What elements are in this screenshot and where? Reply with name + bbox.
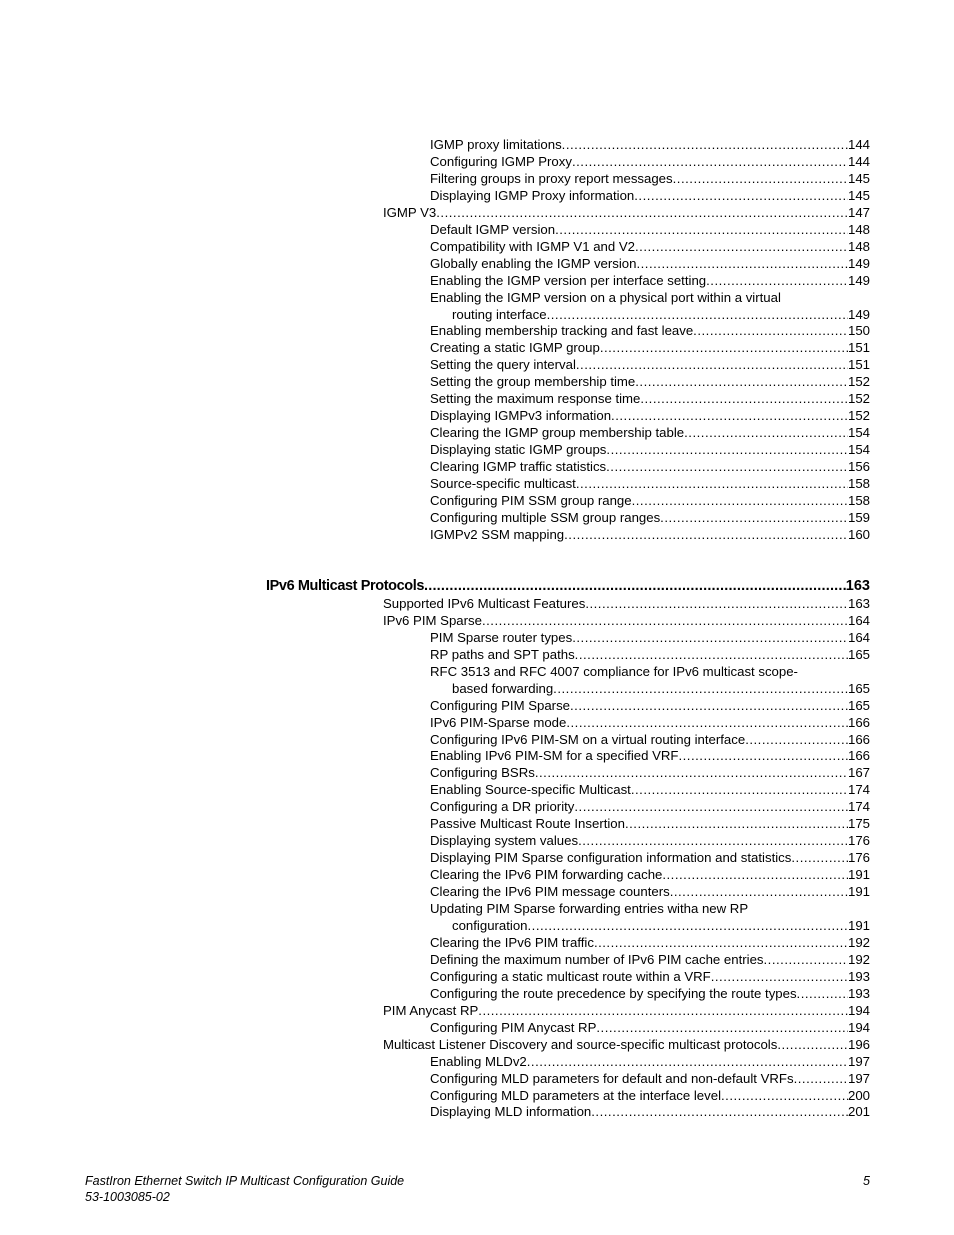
toc-entry[interactable] xyxy=(430,340,870,357)
toc-entry[interactable] xyxy=(430,323,870,340)
toc-entry-title: Enabling MLDv2 xyxy=(430,1053,527,1069)
toc-entry[interactable] xyxy=(383,1003,870,1020)
toc-page-number: 148 xyxy=(847,238,870,254)
dot-leader xyxy=(547,307,848,324)
toc-entry-title: Passive Multicast Route Insertion xyxy=(430,816,625,832)
dot-leader xyxy=(721,1088,848,1105)
dot-leader xyxy=(673,171,848,188)
toc-page-number: 191 xyxy=(847,884,870,900)
toc-page-number: 154 xyxy=(847,442,870,458)
toc-entry[interactable] xyxy=(430,425,870,442)
toc-entry[interactable] xyxy=(430,290,870,324)
toc-page-number: 156 xyxy=(847,459,870,475)
dot-leader xyxy=(660,510,848,527)
dot-leader xyxy=(576,357,848,374)
toc-entry[interactable] xyxy=(383,205,870,222)
footer-document-number: 53-1003085-02 xyxy=(85,1189,170,1204)
toc-entry-title: Setting the maximum response time xyxy=(430,391,641,407)
toc-entry-title: Configuring IPv6 PIM-SM on a virtual routing interface xyxy=(430,731,746,747)
toc-page-number: 174 xyxy=(847,782,870,798)
toc-page-number: 152 xyxy=(847,391,870,407)
dot-leader xyxy=(436,205,848,222)
toc-entry-title: IPv6 PIM-Sparse mode xyxy=(430,714,567,730)
toc-page-number: 165 xyxy=(847,697,870,713)
toc-page-number: 166 xyxy=(847,714,870,730)
toc-entry-title: Configuring BSRs xyxy=(430,765,535,781)
toc-entry[interactable] xyxy=(430,630,870,647)
toc-entry-title: Configuring MLD parameters at the interface level xyxy=(430,1087,722,1103)
toc-entry[interactable] xyxy=(430,698,870,715)
toc-entry[interactable] xyxy=(430,850,870,867)
toc-entry-title: Displaying IGMPv3 information xyxy=(430,408,612,424)
dot-leader xyxy=(797,986,848,1003)
toc-entry[interactable] xyxy=(430,1088,870,1105)
toc-entry[interactable] xyxy=(430,357,870,374)
dot-leader xyxy=(576,476,848,493)
toc-entry-title: Configuring PIM SSM group range xyxy=(430,493,632,509)
toc-entry-title: Creating a static IGMP group xyxy=(430,340,600,356)
toc-page-number: 194 xyxy=(847,1019,870,1035)
toc-entry[interactable] xyxy=(430,188,870,205)
toc-entry-title: RFC 3513 and RFC 4007 compliance for IPv6 multicast scope- xyxy=(430,663,798,679)
toc-page-number: 148 xyxy=(847,221,870,237)
toc-entry-title: Displaying system values xyxy=(430,833,579,849)
dot-leader xyxy=(585,596,848,613)
toc-entry[interactable] xyxy=(430,391,870,408)
footer-page-number: 5 xyxy=(863,1174,870,1188)
toc-page-number: 158 xyxy=(847,493,870,509)
toc-entry[interactable] xyxy=(430,732,870,749)
toc-entry-title: RP paths and SPT paths xyxy=(430,646,575,662)
toc-entry-title: Clearing the IPv6 PIM message counters xyxy=(430,884,670,900)
toc-entry-title: Configuring a DR priority xyxy=(430,799,575,815)
dot-leader xyxy=(596,1020,848,1037)
toc-entry[interactable] xyxy=(430,647,870,664)
toc-entry-title: Filtering groups in proxy report messages xyxy=(430,170,673,186)
toc-page-number: 151 xyxy=(847,357,870,373)
toc-entry[interactable] xyxy=(430,935,870,952)
dot-leader xyxy=(528,918,848,935)
toc-page-number: 194 xyxy=(847,1002,870,1018)
dot-leader xyxy=(527,1054,848,1071)
toc-entry[interactable] xyxy=(430,884,870,901)
chapter-title: IPv6 Multicast Protocols xyxy=(266,577,424,594)
toc-entry-title: Source-specific multicast xyxy=(430,476,576,492)
toc-entry-title: Updating PIM Sparse forwarding entries witha new RP xyxy=(430,901,749,917)
toc-page-number: 167 xyxy=(847,765,870,781)
toc-entry-title: Clearing IGMP traffic statistics xyxy=(430,459,607,475)
dot-leader xyxy=(693,323,848,340)
toc-entry[interactable] xyxy=(430,816,870,833)
toc-page-number: 191 xyxy=(847,867,870,883)
toc-entry-title: Displaying PIM Sparse configuration information and statistics xyxy=(430,850,792,866)
toc-entry-title: Configuring IGMP Proxy xyxy=(430,153,572,169)
toc-entry-title: Setting the group membership time xyxy=(430,374,636,390)
dot-leader xyxy=(625,816,848,833)
toc-entry-title: Compatibility with IGMP V1 and V2 xyxy=(430,238,635,254)
dot-leader xyxy=(711,969,848,986)
toc-page-number: 149 xyxy=(847,306,870,322)
toc-page-number: 147 xyxy=(847,204,870,220)
toc-entry-title: Enabling the IGMP version per interface setting xyxy=(430,272,707,288)
toc-section-ipv6-multicast xyxy=(0,596,954,1122)
toc-entry-title: Setting the query interval xyxy=(430,357,576,373)
toc-page-number: 166 xyxy=(847,748,870,764)
toc-entry[interactable] xyxy=(430,273,870,290)
dot-leader xyxy=(635,239,848,256)
toc-page-number: 193 xyxy=(847,985,870,1001)
dot-leader xyxy=(594,935,848,952)
toc-entry[interactable] xyxy=(430,510,870,527)
dot-leader xyxy=(562,137,848,154)
toc-entry[interactable] xyxy=(430,408,870,425)
table-of-contents xyxy=(0,137,954,1121)
toc-entry-title: Enabling membership tracking and fast leave xyxy=(430,323,694,339)
dot-leader xyxy=(606,459,848,476)
toc-entry-title: Multicast Listener Discovery and source-specific multicast protocols xyxy=(383,1036,778,1052)
toc-page-number: 160 xyxy=(847,526,870,542)
dot-leader xyxy=(600,340,848,357)
chapter-page-number: 163 xyxy=(845,577,870,594)
dot-leader xyxy=(578,833,848,850)
toc-page-number: 163 xyxy=(847,595,870,611)
toc-entry[interactable] xyxy=(430,374,870,391)
toc-entry[interactable] xyxy=(430,867,870,884)
toc-page-number: 152 xyxy=(847,374,870,390)
toc-entry[interactable] xyxy=(430,459,870,476)
toc-page-number: 196 xyxy=(847,1036,870,1052)
toc-entry-title: Displaying static IGMP groups xyxy=(430,442,607,458)
toc-entry[interactable] xyxy=(430,154,870,171)
toc-entry-title-continuation: based forwarding xyxy=(452,680,554,696)
dot-leader xyxy=(482,613,848,630)
toc-entry[interactable] xyxy=(430,442,870,459)
toc-entry[interactable] xyxy=(430,527,870,544)
dot-leader xyxy=(591,1104,848,1121)
toc-entry[interactable] xyxy=(430,239,870,256)
dot-leader xyxy=(678,748,848,765)
toc-entry[interactable] xyxy=(430,715,870,732)
toc-chapter-heading[interactable] xyxy=(266,577,870,596)
toc-entry-title: Defining the maximum number of IPv6 PIM cache entries xyxy=(430,951,764,967)
toc-page-number: 144 xyxy=(847,137,870,152)
toc-page-number: 152 xyxy=(847,408,870,424)
toc-entry-title: Clearing the IGMP group membership table xyxy=(430,425,685,441)
toc-page-number: 191 xyxy=(847,917,870,933)
toc-page-number: 149 xyxy=(847,272,870,288)
toc-page-number: 174 xyxy=(847,799,870,815)
toc-page-number: 201 xyxy=(847,1104,870,1120)
dot-leader xyxy=(606,442,848,459)
dot-leader xyxy=(564,527,848,544)
dot-leader xyxy=(574,799,848,816)
dot-leader xyxy=(611,408,848,425)
dot-leader xyxy=(670,884,848,901)
toc-entry-title: Configuring PIM Anycast RP xyxy=(430,1019,597,1035)
toc-entry-title: IPv6 PIM Sparse xyxy=(383,612,482,628)
dot-leader xyxy=(553,681,848,698)
toc-page-number: 145 xyxy=(847,187,870,203)
toc-entry-title: Configuring multiple SSM group ranges xyxy=(430,509,661,525)
toc-entry-title-continuation: configuration xyxy=(452,917,528,933)
dot-leader xyxy=(535,765,848,782)
toc-entry-title: Configuring the route precedence by specifying the route types xyxy=(430,985,797,1001)
dot-leader xyxy=(566,715,848,732)
toc-page-number: 159 xyxy=(847,509,870,525)
toc-entry[interactable] xyxy=(430,222,870,239)
toc-entry[interactable] xyxy=(430,664,870,698)
toc-page-number: 176 xyxy=(847,850,870,866)
toc-entry[interactable] xyxy=(430,969,870,986)
toc-entry[interactable] xyxy=(383,613,870,630)
toc-entry[interactable] xyxy=(430,476,870,493)
toc-entry-title: Globally enabling the IGMP version xyxy=(430,255,637,271)
toc-entry-title: Configuring MLD parameters for default and non-default VRFs xyxy=(430,1070,794,1086)
dot-leader xyxy=(575,647,848,664)
toc-entry-title: Displaying MLD information xyxy=(430,1104,592,1120)
toc-entry[interactable] xyxy=(430,171,870,188)
dot-leader xyxy=(572,154,848,171)
footer-document-title: FastIron Ethernet Switch IP Multicast Configuration Guide xyxy=(85,1174,405,1188)
toc-entry[interactable] xyxy=(430,1071,870,1088)
toc-entry-title: PIM Sparse router types xyxy=(430,629,573,645)
toc-entry-title: Clearing the IPv6 PIM traffic xyxy=(430,934,594,950)
toc-page-number: 164 xyxy=(847,612,870,628)
toc-entry[interactable] xyxy=(430,799,870,816)
dot-leader xyxy=(684,425,848,442)
toc-entry[interactable] xyxy=(430,137,870,154)
toc-entry-title: Configuring PIM Sparse xyxy=(430,697,571,713)
dot-leader xyxy=(745,732,848,749)
dot-leader xyxy=(640,391,848,408)
toc-page-number: 145 xyxy=(847,170,870,186)
toc-entry[interactable] xyxy=(430,765,870,782)
toc-page-number: 150 xyxy=(847,323,870,339)
toc-entry[interactable] xyxy=(430,901,870,935)
toc-entry[interactable] xyxy=(430,1020,870,1037)
toc-page-number: 164 xyxy=(847,629,870,645)
toc-page-number: 151 xyxy=(847,340,870,356)
dot-leader xyxy=(636,256,848,273)
toc-page-number: 197 xyxy=(847,1053,870,1069)
dot-leader xyxy=(794,1071,848,1088)
toc-entry-title: Supported IPv6 Multicast Features xyxy=(383,595,586,611)
toc-entry-title: Enabling IPv6 PIM-SM for a specified VRF xyxy=(430,748,679,764)
toc-entry[interactable] xyxy=(430,748,870,765)
toc-page-number: 192 xyxy=(847,951,870,967)
dot-leader xyxy=(555,222,848,239)
toc-entry[interactable] xyxy=(383,596,870,613)
toc-entry-title: Configuring a static multicast route within a VRF xyxy=(430,968,711,984)
toc-entry[interactable] xyxy=(430,493,870,510)
dot-leader xyxy=(777,1037,848,1054)
toc-page-number: 193 xyxy=(847,968,870,984)
toc-entry[interactable] xyxy=(430,1104,870,1121)
toc-entry-title: Default IGMP version xyxy=(430,221,556,237)
toc-entry-title: Enabling the IGMP version on a physical port within a virtual xyxy=(430,289,781,305)
toc-entry-title: Displaying IGMP Proxy information xyxy=(430,187,635,203)
dot-leader xyxy=(635,374,848,391)
toc-page-number: 200 xyxy=(847,1087,870,1103)
toc-page-number: 197 xyxy=(847,1070,870,1086)
dot-leader xyxy=(634,188,848,205)
toc-entry[interactable] xyxy=(430,256,870,273)
toc-page-number: 166 xyxy=(847,731,870,747)
toc-entry-title: IGMP V3 xyxy=(383,204,437,220)
dot-leader xyxy=(572,630,848,647)
dot-leader xyxy=(424,577,846,596)
toc-entry[interactable] xyxy=(430,833,870,850)
dot-leader xyxy=(478,1003,848,1020)
toc-entry[interactable] xyxy=(430,782,870,799)
toc-page-number: 154 xyxy=(847,425,870,441)
toc-entry-title-continuation: routing interface xyxy=(452,306,547,322)
toc-page-number: 158 xyxy=(847,476,870,492)
toc-page-number: 165 xyxy=(847,680,870,696)
dot-leader xyxy=(662,867,848,884)
dot-leader xyxy=(791,850,848,867)
toc-entry[interactable] xyxy=(430,986,870,1003)
toc-entry-title: IGMPv2 SSM mapping xyxy=(430,526,565,542)
toc-page-number: 192 xyxy=(847,934,870,950)
toc-entry-title: Enabling Source-specific Multicast xyxy=(430,782,631,798)
dot-leader xyxy=(706,273,848,290)
toc-section-igmp xyxy=(0,137,954,544)
toc-entry[interactable] xyxy=(383,1037,870,1054)
toc-page-number: 175 xyxy=(847,816,870,832)
page-footer xyxy=(85,1174,870,1205)
toc-page-number: 176 xyxy=(847,833,870,849)
dot-leader xyxy=(632,493,848,510)
toc-entry-title: IGMP proxy limitations xyxy=(430,137,562,152)
dot-leader xyxy=(764,952,848,969)
dot-leader xyxy=(570,698,848,715)
toc-page-number: 144 xyxy=(847,153,870,169)
toc-page-number: 165 xyxy=(847,646,870,662)
toc-entry-title: PIM Anycast RP xyxy=(383,1002,479,1018)
toc-page-number: 149 xyxy=(847,255,870,271)
toc-entry[interactable] xyxy=(430,1054,870,1071)
toc-entry[interactable] xyxy=(430,952,870,969)
dot-leader xyxy=(631,782,848,799)
section-gap xyxy=(0,544,954,577)
toc-entry-title: Clearing the IPv6 PIM forwarding cache xyxy=(430,867,663,883)
